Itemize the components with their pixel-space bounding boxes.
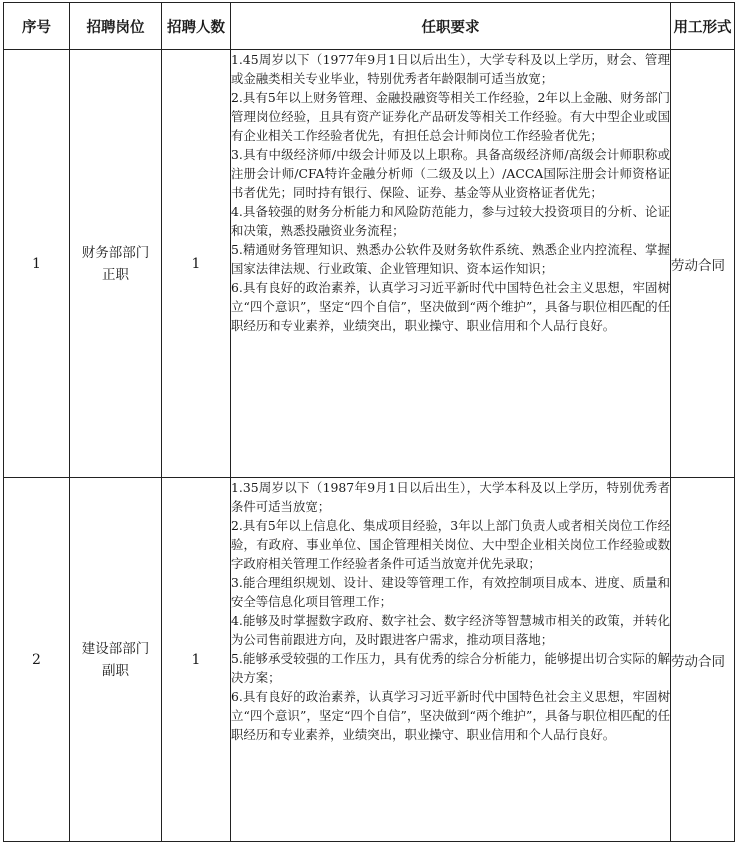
table-header-row	[4, 3, 735, 50]
requirement-item: 4.具备较强的财务分析能力和风险防范能力，参与过较大投资项目的分析、论证和决策，熟悉投融资业务流程；	[231, 204, 670, 238]
header-position: 招聘岗位	[70, 3, 162, 50]
position-line: 财务部部门	[81, 244, 150, 261]
requirement-item: 6.具有良好的政治素养，认真学习习近平新时代中国特色社会主义思想，牢固树立“四个意识”，坚定“四个自信”，坚决做到“两个维护”，具备与职位相匹配的任职经历和专业素养，业绩突出，职业操守、职业信用和个人品行良好。	[231, 689, 670, 742]
row-requirements	[231, 50, 671, 478]
header-requirements: 任职要求	[231, 3, 671, 50]
row-index: 1	[4, 50, 70, 478]
row-count: 1	[162, 478, 231, 842]
position-line: 正职	[102, 266, 129, 283]
requirement-item: 3.具有中级经济师/中级会计师及以上职称。具备高级经济师/高级会计师职称或注册会计师/CFA特许金融分析师（二级及以上）/ACCA国际注册会计师资格证书者优先；同时持有银行、保险、证券、基金等从业资格证者优先；	[231, 147, 670, 200]
header-employment: 用工形式	[671, 3, 735, 50]
table-row	[4, 50, 735, 478]
row-position	[70, 478, 162, 842]
header-count: 招聘人数	[162, 3, 231, 50]
requirement-item: 4.能够及时掌握数字政府、数字社会、数字经济等智慧城市相关的政策，并转化为公司售前跟进方向，及时跟进客户需求，推动项目落地；	[231, 613, 670, 647]
requirement-item: 1.35周岁以下（1987年9月1日以后出生），大学本科及以上学历，特别优秀者条件可适当放宽；	[231, 480, 670, 514]
table-row	[4, 478, 735, 842]
requirement-item: 5.能够承受较强的工作压力，具有优秀的综合分析能力，能够提出切合实际的解决方案；	[231, 651, 670, 685]
requirement-item: 1.45周岁以下（1977年9月1日以后出生），大学专科及以上学历，财会、管理或金融类相关专业毕业，特别优秀者年龄限制可适当放宽；	[231, 52, 670, 86]
row-employment: 劳动合同	[671, 50, 735, 478]
row-employment: 劳动合同	[671, 478, 735, 842]
row-index: 2	[4, 478, 70, 842]
position-line: 建设部部门	[81, 640, 150, 657]
position-line: 副职	[102, 662, 129, 679]
row-position	[70, 50, 162, 478]
requirement-item: 5.精通财务管理知识、熟悉办公软件及财务软件系统、熟悉企业内控流程、掌握国家法律法规、行业政策、企业管理知识、资本运作知识；	[231, 242, 670, 276]
header-index: 序号	[4, 3, 70, 50]
requirement-item: 6.具有良好的政治素养，认真学习习近平新时代中国特色社会主义思想，牢固树立“四个意识”，坚定“四个自信”，坚决做到“两个维护”，具备与职位相匹配的任职经历和专业素养，业绩突出，职业操守、职业信用和个人品行良好。	[231, 280, 670, 333]
requirement-item: 2.具有5年以上财务管理、金融投融资等相关工作经验，2年以上金融、财务部门管理岗位经验，且具有资产证券化产品研发等相关工作经验。有大中型企业或国有企业相关工作经验者优先，有担任总会计师岗位工作经验者优先；	[231, 90, 670, 143]
row-count: 1	[162, 50, 231, 478]
requirement-item: 2.具有5年以上信息化、集成项目经验，3年以上部门负责人或者相关岗位工作经验，有政府、事业单位、国企管理相关岗位、大中型企业相关岗位工作经验或数字政府相关管理工作经验者条件可适当放宽并优先录取；	[231, 518, 670, 571]
requirement-item: 3.能合理组织规划、设计、建设等管理工作，有效控制项目成本、进度、质量和安全等信息化项目管理工作；	[231, 575, 670, 609]
row-requirements	[231, 478, 671, 842]
recruitment-table	[3, 2, 735, 842]
